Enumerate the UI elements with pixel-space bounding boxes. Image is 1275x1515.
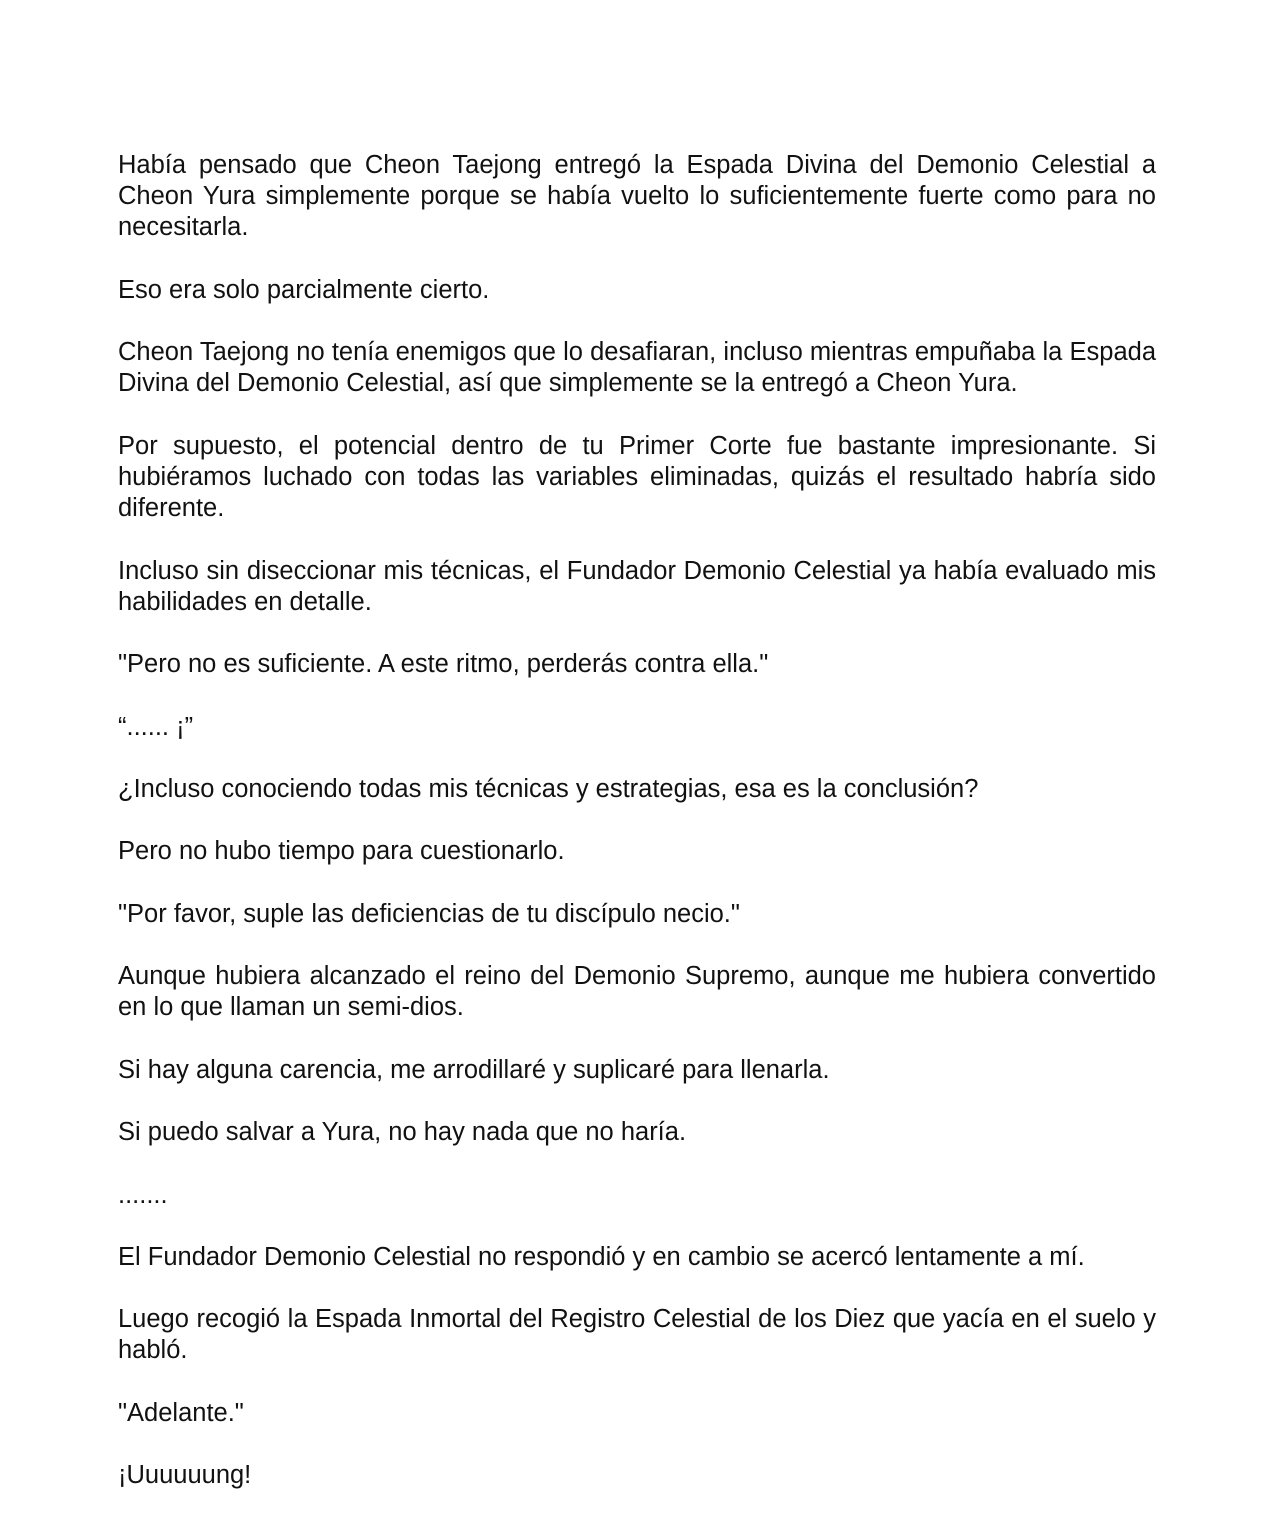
document-body	[118, 150, 1156, 1491]
paragraph: "Adelante."	[118, 1398, 244, 1427]
paragraph: .......	[118, 1180, 168, 1209]
paragraph: Había pensado que Cheon Taejong entregó la Espada Divina del Demonio Celestial a Cheon Yura simplemente porque se había vuelto lo suficientemente fuerte como para no necesitarla.	[118, 151, 1156, 242]
paragraph: ¡Uuuuuung!	[118, 1461, 252, 1490]
paragraph: Si hay alguna carencia, me arrodillaré y suplicaré para llenarla.	[118, 1055, 830, 1084]
paragraph: Pero no hubo tiempo para cuestionarlo.	[118, 837, 565, 866]
paragraph: Luego recogió la Espada Inmortal del Registro Celestial de los Diez que yacía en el suelo y habló.	[118, 1305, 1156, 1365]
paragraph: "Pero no es suficiente. A este ritmo, perderás contra ella."	[118, 650, 769, 679]
paragraph: Eso era solo parcialmente cierto.	[118, 275, 490, 304]
paragraph: ¿Incluso conociendo todas mis técnicas y estrategias, esa es la conclusión?	[118, 774, 979, 803]
paragraph: Si puedo salvar a Yura, no hay nada que no haría.	[118, 1118, 687, 1147]
paragraph: Incluso sin diseccionar mis técnicas, el Fundador Demonio Celestial ya había evaluado mis habilidades en detalle.	[118, 556, 1156, 616]
paragraph: “...... ¡”	[118, 712, 194, 741]
paragraph: "Por favor, suple las deficiencias de tu discípulo necio."	[118, 899, 740, 928]
paragraph: Aunque hubiera alcanzado el reino del Demonio Supremo, aunque me hubiera convertido en lo que llaman un semi-dios.	[118, 962, 1156, 1022]
paragraph: Por supuesto, el potencial dentro de tu Primer Corte fue bastante impresionante. Si hubiéramos luchado con todas las variables eliminadas, quizás el resultado habría sido diferente.	[118, 431, 1156, 523]
paragraph: El Fundador Demonio Celestial no respondió y en cambio se acercó lentamente a mí.	[118, 1242, 1085, 1271]
paragraph: Cheon Taejong no tenía enemigos que lo desafiaran, incluso mientras empuñaba la Espada Divina del Demonio Celestial, así que simplemente se la entregó a Cheon Yura.	[118, 338, 1156, 398]
